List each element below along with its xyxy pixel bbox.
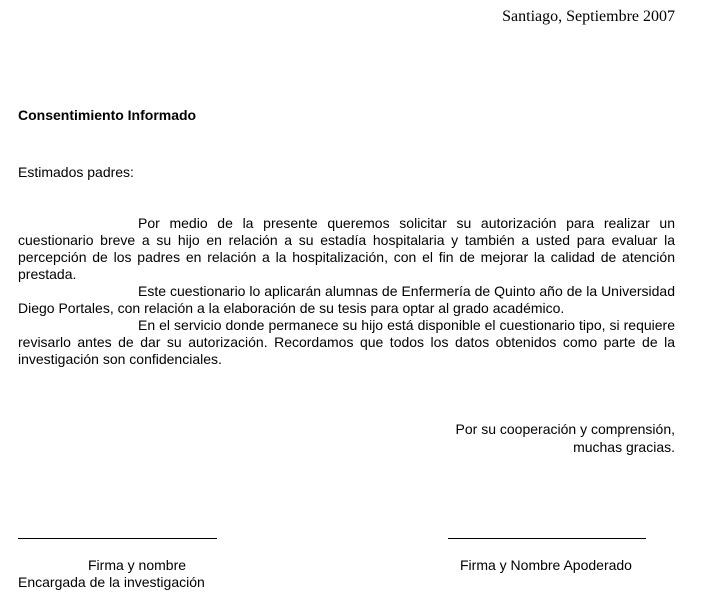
closing-line-1: Por su cooperación y comprensión, [455,421,675,437]
paragraph-confidentiality: En el servicio donde permanece su hijo está disponible el cuestionario tipo, si requiere revisarlo antes de dar su autorización. Recordamos que todos los datos obtenidos como parte de la investigación son confidenciales. [18,317,675,367]
paragraph-authorization: Por medio de la presente queremos solicitar su autorización para realizar un cuestionario breve a su hijo en relación a su estadía hospitalaria y también a usted para evaluar la percepción de los padres en relación a la hospitalización, con el fin de mejorar la calidad de atención prestada. [18,215,675,282]
closing-line-2: muchas gracias. [573,439,675,455]
signature-label-researcher [18,557,205,591]
signature-line-researcher [18,538,217,539]
salutation: Estimados padres: [18,164,134,180]
signature-label-researcher-line-2: Encargada de la investigación [18,574,205,590]
body-text [18,215,675,368]
signature-line-guardian [448,538,646,539]
closing [456,420,675,456]
signature-label-researcher-line-1: Firma y nombre [88,557,187,573]
document-title: Consentimiento Informado [18,107,197,123]
signature-label-guardian: Firma y Nombre Apoderado [460,557,632,573]
date-line: Santiago, Septiembre 2007 [502,8,675,25]
paragraph-students: Este cuestionario lo aplicarán alumnas de Enfermería de Quinto año de la Universidad Diego Portales, con relación a la elaboración de su tesis para optar al grado académico. [18,283,675,316]
